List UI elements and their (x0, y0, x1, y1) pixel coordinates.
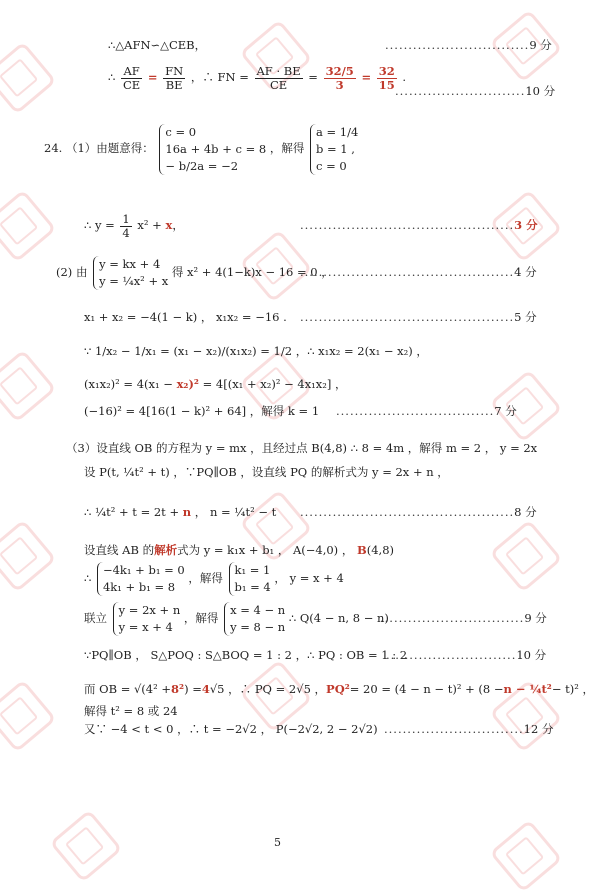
watermark-stamp (0, 189, 57, 262)
solution-line: 又∵ −4 < t < 0 ，∴ t = −2√2 ， P(−2√2, 2 − 2√2) (84, 722, 378, 736)
watermark-stamp (489, 519, 562, 592)
solution-line: (x₁x₂)² = 4(x₁ − x₂)² = 4[(x₁ + x₂)² − 4x₁x₂] ， (84, 377, 347, 391)
solution-line: 而 OB = √(4² +8²) =4√5 ，∴ PQ = 2√5 ，PQ²= 20 = (4 − n − t)² + (8 −n − ¼t²− t)² ， (84, 682, 594, 696)
score-marker: ..............................................3 分 (300, 218, 538, 232)
solution-line: 设 P(t, ¼t² + t) ，∵PQ∥OB ，设直线 PQ 的解析式为 y = 2x + n ， (84, 465, 449, 479)
watermark-stamp (489, 819, 562, 892)
score-marker: ..............................12 分 (384, 722, 554, 736)
score-marker: ............................10 分 (386, 648, 547, 662)
score-marker: ...............................9 分 (380, 611, 547, 625)
solution-line: 设直线 AB 的解析式为 y = k₁x + b₁ ， A(−4,0) ， B(4,8) (84, 543, 394, 557)
solution-line: ∴ ¼t² + t = 2t + n ， n = ¼t² − t (84, 505, 277, 519)
score-marker: ............................10 分 (395, 84, 556, 98)
score-marker: ..................................7 分 (336, 404, 517, 418)
score-marker: ..............................................5 分 (300, 310, 537, 324)
watermark-stamp (49, 809, 122, 882)
score-marker: ..............................................8 分 (300, 505, 537, 519)
watermark-stamp (0, 679, 57, 752)
solution-line: ∴ −4k₁ + b₁ = 0 4k₁ + b₁ = 8 ，解得 k₁ = 1 b₁ = 4 ， y = x + 4 (84, 563, 344, 594)
solution-line: (2) 由 y = kx + 4 y = ¼x² + x 得 x² + 4(1−k)x − 16 = 0 ， (56, 257, 333, 288)
solution-line: ∴△AFN∽△CEB， (108, 38, 207, 52)
watermark-stamp (0, 349, 57, 422)
solution-line: （3）设直线 OB 的方程为 y = mx ，且经过点 B(4,8) ∴ 8 = 4m ，解得 m = 2 ， y = 2x (66, 441, 538, 455)
score-marker: ...............................9 分 (385, 38, 552, 52)
solution-line: x₁ + x₂ = −4(1 − k) ， x₁x₂ = −16 . (84, 310, 287, 324)
solution-line: ∵PQ∥OB ， S△POQ : S△BOQ = 1 : 2 ，∴ PQ : OB = 1 : 2 (84, 648, 408, 662)
score-marker: ..............................................4 分 (300, 265, 537, 279)
page-number: 5 (274, 836, 281, 849)
watermark-stamp (0, 519, 57, 592)
solution-line: ∵ 1/x₂ − 1/x₁ = (x₁ − x₂)/(x₁x₂) = 1/2 ，∴ x₁x₂ = 2(x₁ − x₂) ， (84, 344, 428, 358)
solution-line: (−16)² = 4[16(1 − k)² + 64] ，解得 k = 1 (84, 404, 320, 418)
solution-line: 解得 t² = 8 或 24 (84, 704, 178, 718)
question-24-line: 24. （1）由题意得： c = 0 16a + 4b + c = 8 − b/2a = −2 ，解得 a = 1/4 b = 1 , c = 0 (44, 124, 359, 173)
solution-line: ∴ $\frac{AF}{CE}$ = $\frac{FN}{BE}$ ，∴ FN = $\frac{AF \cdot BE}{CE}$ = $\frac{32/5}{3}$ = $\frac{32}{15}$ . (108, 63, 407, 92)
solution-line: ∴ y = $\frac{1}{4}$ x² + x， (84, 211, 184, 240)
solution-line: 联立 y = 2x + n y = x + 4 ，解得 x = 4 − n y = 8 − n ∴ Q(4 − n, 8 − n) (84, 603, 389, 634)
watermark-stamp (0, 41, 57, 114)
